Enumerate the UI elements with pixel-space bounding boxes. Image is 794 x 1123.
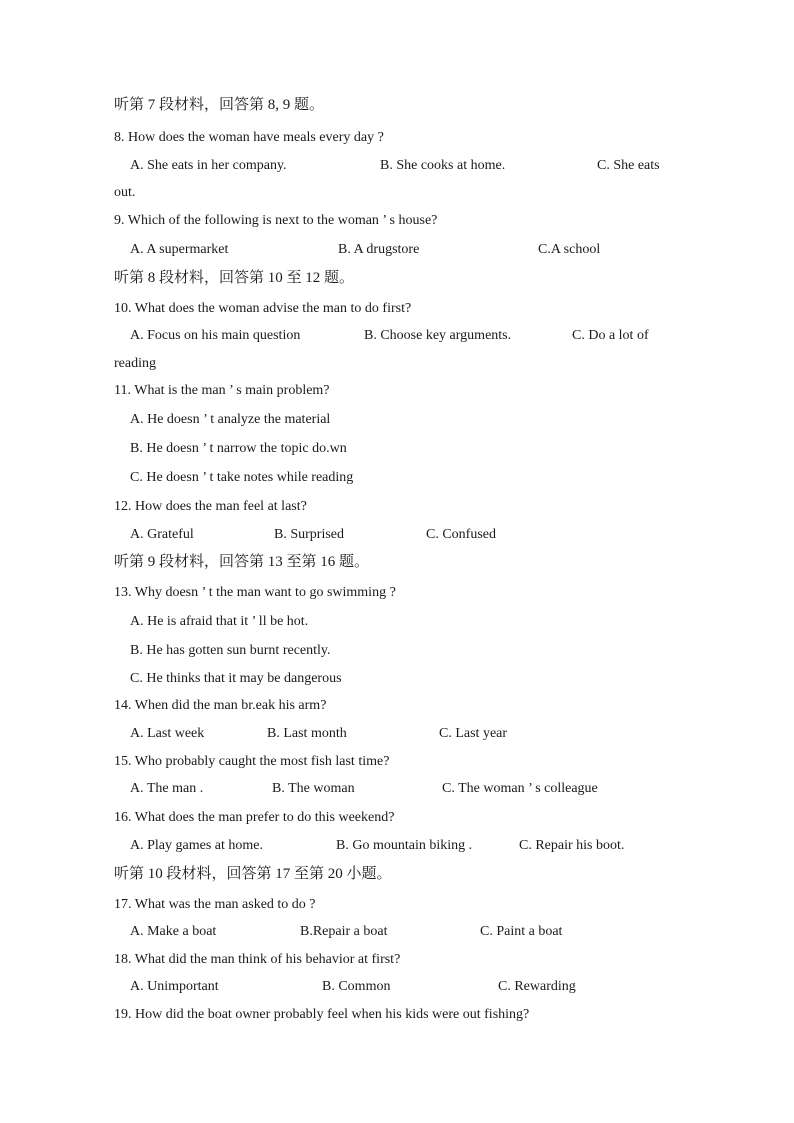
section-heading-9: 听第 9 段材料，回答第 13 至第 16 题。 xyxy=(114,554,370,570)
question-14-stem: 14. When did the man br.eak his arm? xyxy=(114,698,327,713)
q15-option-c: C. The woman ’ s colleague xyxy=(442,781,598,796)
q9-option-a: A. A supermarket xyxy=(130,242,229,257)
q13-option-c: C. He thinks that it may be dangerous xyxy=(130,671,342,686)
question-18-stem: 18. What did the man think of his behavior at first? xyxy=(114,952,401,967)
question-15-stem: 15. Who probably caught the most fish last time? xyxy=(114,754,390,769)
q16-option-b: B. Go mountain biking . xyxy=(336,838,473,853)
question-19-stem: 19. How did the boat owner probably feel when his kids were out fishing? xyxy=(114,1007,530,1022)
q10-option-c: C. Do a lot of xyxy=(572,328,649,343)
question-10-option-c-continued: reading xyxy=(114,356,156,371)
q17-option-a: A. Make a boat xyxy=(130,924,217,939)
question-11-stem: 11. What is the man ’ s main problem? xyxy=(114,383,330,398)
q13-option-b: B. He has gotten sun burnt recently. xyxy=(130,643,331,658)
q14-option-c: C. Last year xyxy=(439,726,508,741)
section-heading-7: 听第 7 段材料，回答第 8, 9 题。 xyxy=(114,97,325,113)
q8-option-b: B. She cooks at home. xyxy=(380,158,506,173)
q15-option-b: B. The woman xyxy=(272,781,355,796)
q18-option-c: C. Rewarding xyxy=(498,979,576,994)
question-8-stem: 8. How does the woman have meals every day ? xyxy=(114,130,384,145)
q18-option-b: B. Common xyxy=(322,979,391,994)
q10-option-b: B. Choose key arguments. xyxy=(364,328,512,343)
q8-option-c: C. She eats xyxy=(597,158,660,173)
question-9-stem: 9. Which of the following is next to the woman ’ s house? xyxy=(114,213,438,228)
q11-option-a: A. He doesn ’ t analyze the material xyxy=(130,412,331,427)
q18-option-a: A. Unimportant xyxy=(130,979,219,994)
question-17-stem: 17. What was the man asked to do ? xyxy=(114,897,316,912)
q17-option-b: B.Repair a boat xyxy=(300,924,388,939)
section-heading-10: 听第 10 段材料，回答第 17 至第 20 小题。 xyxy=(114,866,392,882)
q12-option-a: A. Grateful xyxy=(130,527,194,542)
q10-option-a: A. Focus on his main question xyxy=(130,328,301,343)
q17-option-c: C. Paint a boat xyxy=(480,924,563,939)
q11-option-b: B. He doesn ’ t narrow the topic do.wn xyxy=(130,441,347,456)
q15-option-a: A. The man . xyxy=(130,781,204,796)
q12-option-b: B. Surprised xyxy=(274,527,344,542)
question-12-stem: 12. How does the man feel at last? xyxy=(114,499,307,514)
q16-option-c: C. Repair his boot. xyxy=(519,838,625,853)
question-8-option-c-continued: out. xyxy=(114,185,136,200)
q12-option-c: C. Confused xyxy=(426,527,496,542)
q9-option-b: B. A drugstore xyxy=(338,242,420,257)
question-10-stem: 10. What does the woman advise the man to do first? xyxy=(114,301,412,316)
q9-option-c: C.A school xyxy=(538,242,601,257)
section-heading-8: 听第 8 段材料，回答第 10 至 12 题。 xyxy=(114,270,355,286)
q16-option-a: A. Play games at home. xyxy=(130,838,263,853)
question-13-stem: 13. Why doesn ’ t the man want to go swimming ? xyxy=(114,585,396,600)
q8-option-a: A. She eats in her company. xyxy=(130,158,287,173)
q14-option-b: B. Last month xyxy=(267,726,347,741)
question-16-stem: 16. What does the man prefer to do this weekend? xyxy=(114,810,395,825)
q14-option-a: A. Last week xyxy=(130,726,205,741)
q11-option-c: C. He doesn ’ t take notes while reading xyxy=(130,470,354,485)
q13-option-a: A. He is afraid that it ’ ll be hot. xyxy=(130,614,309,629)
